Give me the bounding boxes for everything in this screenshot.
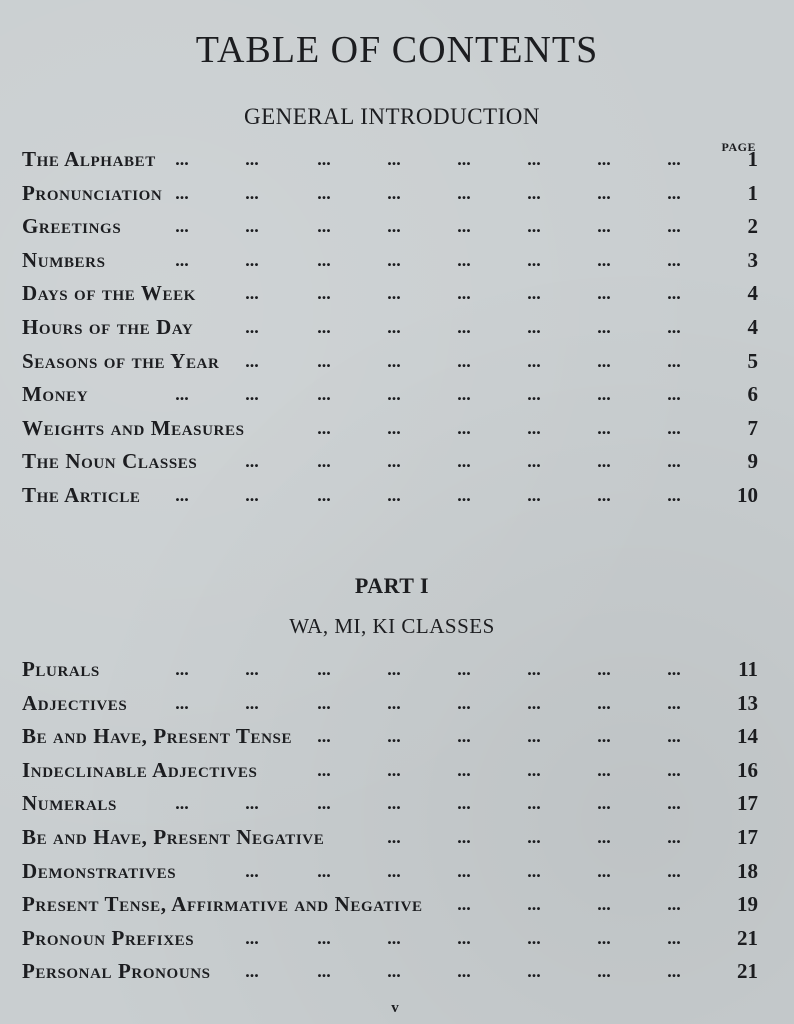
leader-dots: ... [175, 793, 189, 814]
leader-dots: ... [245, 316, 259, 337]
leader-dots: ... [245, 350, 259, 371]
leader-dots: ... [387, 860, 401, 881]
toc-entry-page: 9 [747, 449, 758, 474]
toc-row [22, 412, 758, 446]
toc-entry-title: Demonstratives [22, 858, 177, 883]
leader-dots: ... [317, 927, 331, 948]
leader-dots: ... [387, 759, 401, 780]
leader-dots: ... [387, 484, 401, 505]
leader-dots: ... [317, 417, 331, 438]
leader-dots: ... [457, 149, 471, 169]
leader-dots: ... [667, 249, 681, 270]
leader-dots: ... [245, 927, 259, 948]
leader-dots: ... [667, 350, 681, 371]
toc-row [22, 720, 758, 754]
leader-dots: ... [527, 961, 541, 982]
toc-entry-page: 17 [737, 791, 758, 816]
leader-dots: ... [387, 350, 401, 371]
leader-dots: ... [175, 182, 189, 203]
leader-dots: ... [667, 182, 681, 203]
toc-row [22, 378, 758, 412]
toc-row [22, 244, 758, 278]
leader-dots: ... [317, 726, 331, 747]
leader-dots: ... [457, 860, 471, 881]
leader-dots: ... [667, 860, 681, 881]
toc-entry-page: 7 [747, 415, 758, 440]
toc-entry-page: 10 [737, 482, 758, 507]
leader-dots: ... [527, 894, 541, 915]
leader-dots: ... [245, 659, 259, 679]
leader-dots: ... [597, 283, 611, 304]
leader-dots: ... [245, 149, 259, 169]
leader-dots: ... [457, 216, 471, 237]
leader-dots: ... [597, 659, 611, 679]
toc-entry-page: 21 [737, 925, 758, 950]
toc-entry-title: Adjectives [22, 690, 128, 715]
toc-entry-title: Greetings [22, 214, 122, 239]
leader-dots: ... [667, 316, 681, 337]
toc-entry-title: Be and Have, Present Tense [22, 724, 293, 749]
leader-dots: ... [175, 484, 189, 505]
leader-dots: ... [317, 759, 331, 780]
leader-dots: ... [597, 149, 611, 169]
leader-dots: ... [597, 451, 611, 472]
leader-dots: ... [175, 216, 189, 237]
leader-dots: ... [597, 350, 611, 371]
toc-row [22, 955, 758, 989]
toc-entry-title: Be and Have, Present Negative [22, 824, 325, 849]
leader-dots: ... [667, 692, 681, 713]
toc-entry-title: The Noun Classes [22, 449, 198, 474]
leader-dots: ... [387, 316, 401, 337]
leader-dots: ... [667, 659, 681, 679]
leader-dots: ... [245, 451, 259, 472]
toc-entry-page: 11 [738, 657, 758, 681]
leader-dots: ... [527, 860, 541, 881]
leader-dots: ... [597, 182, 611, 203]
leader-dots: ... [667, 759, 681, 780]
leader-dots: ... [597, 826, 611, 847]
leader-dots: ... [245, 692, 259, 713]
leader-dots: ... [597, 759, 611, 780]
toc-entry-page: 14 [737, 724, 758, 749]
toc-row [22, 210, 758, 244]
toc-entry-title: Present Tense, Affirmative and Negative [22, 892, 423, 917]
toc-entry-title: Personal Pronouns [22, 959, 211, 984]
leader-dots: ... [597, 216, 611, 237]
leader-dots: ... [597, 894, 611, 915]
dot-leader [22, 210, 702, 244]
toc-entry-page: 1 [747, 147, 758, 171]
leader-dots: ... [317, 451, 331, 472]
leader-dots: ... [245, 283, 259, 304]
toc-entry-page: 3 [747, 247, 758, 272]
toc-entry-page: 1 [747, 180, 758, 205]
toc-row [22, 143, 758, 177]
toc-row [22, 277, 758, 311]
leader-dots: ... [597, 249, 611, 270]
toc-row [22, 787, 758, 821]
leader-dots: ... [457, 283, 471, 304]
toc-entry-page: 19 [737, 892, 758, 917]
toc-row [22, 479, 758, 513]
toc-entry-page: 5 [747, 348, 758, 373]
leader-dots: ... [527, 826, 541, 847]
leader-dots: ... [597, 692, 611, 713]
leader-dots: ... [457, 726, 471, 747]
leader-dots: ... [527, 484, 541, 505]
toc-row [22, 177, 758, 211]
page-title: TABLE OF CONTENTS [195, 29, 599, 71]
leader-dots: ... [175, 249, 189, 270]
leader-dots: ... [667, 283, 681, 304]
leader-dots: ... [387, 249, 401, 270]
leader-dots: ... [457, 484, 471, 505]
toc-entry-title: Money [22, 382, 89, 407]
toc-entry-page: 2 [747, 214, 758, 239]
leader-dots: ... [317, 793, 331, 814]
leader-dots: ... [457, 927, 471, 948]
leader-dots: ... [597, 860, 611, 881]
toc-entry-page: 4 [747, 314, 758, 339]
general-introduction-heading: GENERAL INTRODUCTION [244, 104, 540, 129]
toc-entry-title: Numbers [22, 247, 106, 272]
leader-dots: ... [667, 417, 681, 438]
leader-dots: ... [667, 384, 681, 405]
leader-dots: ... [457, 692, 471, 713]
leader-dots: ... [457, 451, 471, 472]
leader-dots: ... [317, 484, 331, 505]
leader-dots: ... [597, 927, 611, 948]
leader-dots: ... [667, 726, 681, 747]
leader-dots: ... [527, 692, 541, 713]
leader-dots: ... [457, 894, 471, 915]
leader-dots: ... [317, 692, 331, 713]
leader-dots: ... [387, 692, 401, 713]
leader-dots: ... [457, 793, 471, 814]
leader-dots: ... [527, 793, 541, 814]
leader-dots: ... [387, 216, 401, 237]
leader-dots: ... [457, 384, 471, 405]
leader-dots: ... [245, 484, 259, 505]
leader-dots: ... [245, 860, 259, 881]
leader-dots: ... [387, 826, 401, 847]
leader-dots: ... [317, 860, 331, 881]
leader-dots: ... [527, 350, 541, 371]
dot-leader [22, 653, 702, 687]
toc-entry-title: Numerals [22, 791, 117, 816]
leader-dots: ... [317, 316, 331, 337]
leader-dots: ... [457, 826, 471, 847]
leader-dots: ... [597, 484, 611, 505]
leader-dots: ... [245, 216, 259, 237]
toc-row [22, 855, 758, 889]
leader-dots: ... [597, 384, 611, 405]
leader-dots: ... [387, 793, 401, 814]
toc-entry-page: 16 [737, 757, 758, 782]
part-one-heading: PART I [354, 573, 430, 598]
leader-dots: ... [317, 149, 331, 169]
leader-dots: ... [317, 182, 331, 203]
leader-dots: ... [317, 283, 331, 304]
toc-entry-title: Pronunciation [22, 180, 163, 205]
toc-entry-title: Pronoun Prefixes [22, 925, 195, 950]
general-introduction-list [22, 143, 758, 513]
toc-row [22, 754, 758, 788]
leader-dots: ... [527, 417, 541, 438]
toc-entry-title: Plurals [22, 657, 100, 681]
leader-dots: ... [597, 961, 611, 982]
leader-dots: ... [527, 216, 541, 237]
leader-dots: ... [527, 149, 541, 169]
leader-dots: ... [527, 384, 541, 405]
leader-dots: ... [667, 826, 681, 847]
toc-row [22, 888, 758, 922]
leader-dots: ... [667, 484, 681, 505]
leader-dots: ... [317, 249, 331, 270]
leader-dots: ... [457, 659, 471, 679]
leader-dots: ... [527, 283, 541, 304]
toc-row [22, 922, 758, 956]
toc-entry-page: 17 [737, 824, 758, 849]
leader-dots: ... [527, 927, 541, 948]
leader-dots: ... [387, 659, 401, 679]
leader-dots: ... [597, 417, 611, 438]
leader-dots: ... [457, 182, 471, 203]
leader-dots: ... [457, 350, 471, 371]
leader-dots: ... [597, 726, 611, 747]
leader-dots: ... [175, 659, 189, 679]
toc-entry-title: The Article [22, 482, 141, 507]
toc-row [22, 821, 758, 855]
leader-dots: ... [387, 182, 401, 203]
leader-dots: ... [317, 384, 331, 405]
toc-entry-title: Days of the Week [22, 281, 196, 306]
dot-leader [22, 378, 702, 412]
leader-dots: ... [245, 249, 259, 270]
leader-dots: ... [527, 759, 541, 780]
leader-dots: ... [667, 961, 681, 982]
leader-dots: ... [667, 149, 681, 169]
toc-row [22, 687, 758, 721]
toc-row [22, 653, 758, 687]
leader-dots: ... [245, 961, 259, 982]
toc-entry-page: 18 [737, 858, 758, 883]
page-column-label: PAGE [721, 140, 756, 154]
page-folio: v [391, 1000, 399, 1016]
part-one-subheading: WA, MI, KI CLASSES [289, 614, 495, 638]
leader-dots: ... [387, 384, 401, 405]
dot-leader [22, 787, 702, 821]
leader-dots: ... [457, 961, 471, 982]
leader-dots: ... [667, 451, 681, 472]
leader-dots: ... [317, 659, 331, 679]
toc-row [22, 311, 758, 345]
leader-dots: ... [317, 961, 331, 982]
toc-entry-page: 21 [737, 959, 758, 984]
leader-dots: ... [667, 927, 681, 948]
leader-dots: ... [527, 182, 541, 203]
leader-dots: ... [527, 451, 541, 472]
leader-dots: ... [175, 384, 189, 405]
leader-dots: ... [317, 350, 331, 371]
toc-entry-title: Weights and Measures [22, 415, 245, 440]
leader-dots: ... [667, 216, 681, 237]
leader-dots: ... [667, 894, 681, 915]
leader-dots: ... [527, 316, 541, 337]
toc-entry-title: Seasons of the Year [22, 348, 220, 373]
leader-dots: ... [175, 692, 189, 713]
leader-dots: ... [457, 417, 471, 438]
toc-entry-title: The Alphabet [22, 147, 156, 171]
leader-dots: ... [387, 417, 401, 438]
toc-entry-title: Hours of the Day [22, 314, 194, 339]
toc-entry-page: 6 [747, 382, 758, 407]
dot-leader [22, 244, 702, 278]
toc-entry-title: Indeclinable Adjectives [22, 757, 258, 782]
leader-dots: ... [387, 726, 401, 747]
toc-row [22, 345, 758, 379]
toc-entry-page: 13 [737, 690, 758, 715]
leader-dots: ... [457, 759, 471, 780]
leader-dots: ... [245, 793, 259, 814]
leader-dots: ... [245, 182, 259, 203]
leader-dots: ... [175, 149, 189, 169]
leader-dots: ... [387, 927, 401, 948]
leader-dots: ... [245, 384, 259, 405]
leader-dots: ... [387, 283, 401, 304]
leader-dots: ... [457, 249, 471, 270]
toc-entry-page: 4 [747, 281, 758, 306]
leader-dots: ... [387, 451, 401, 472]
leader-dots: ... [527, 659, 541, 679]
leader-dots: ... [457, 316, 471, 337]
leader-dots: ... [527, 726, 541, 747]
leader-dots: ... [597, 316, 611, 337]
toc-row [22, 445, 758, 479]
leader-dots: ... [387, 961, 401, 982]
leader-dots: ... [667, 793, 681, 814]
leader-dots: ... [317, 216, 331, 237]
part-one-list [22, 653, 758, 989]
leader-dots: ... [597, 793, 611, 814]
leader-dots: ... [387, 149, 401, 169]
leader-dots: ... [527, 249, 541, 270]
